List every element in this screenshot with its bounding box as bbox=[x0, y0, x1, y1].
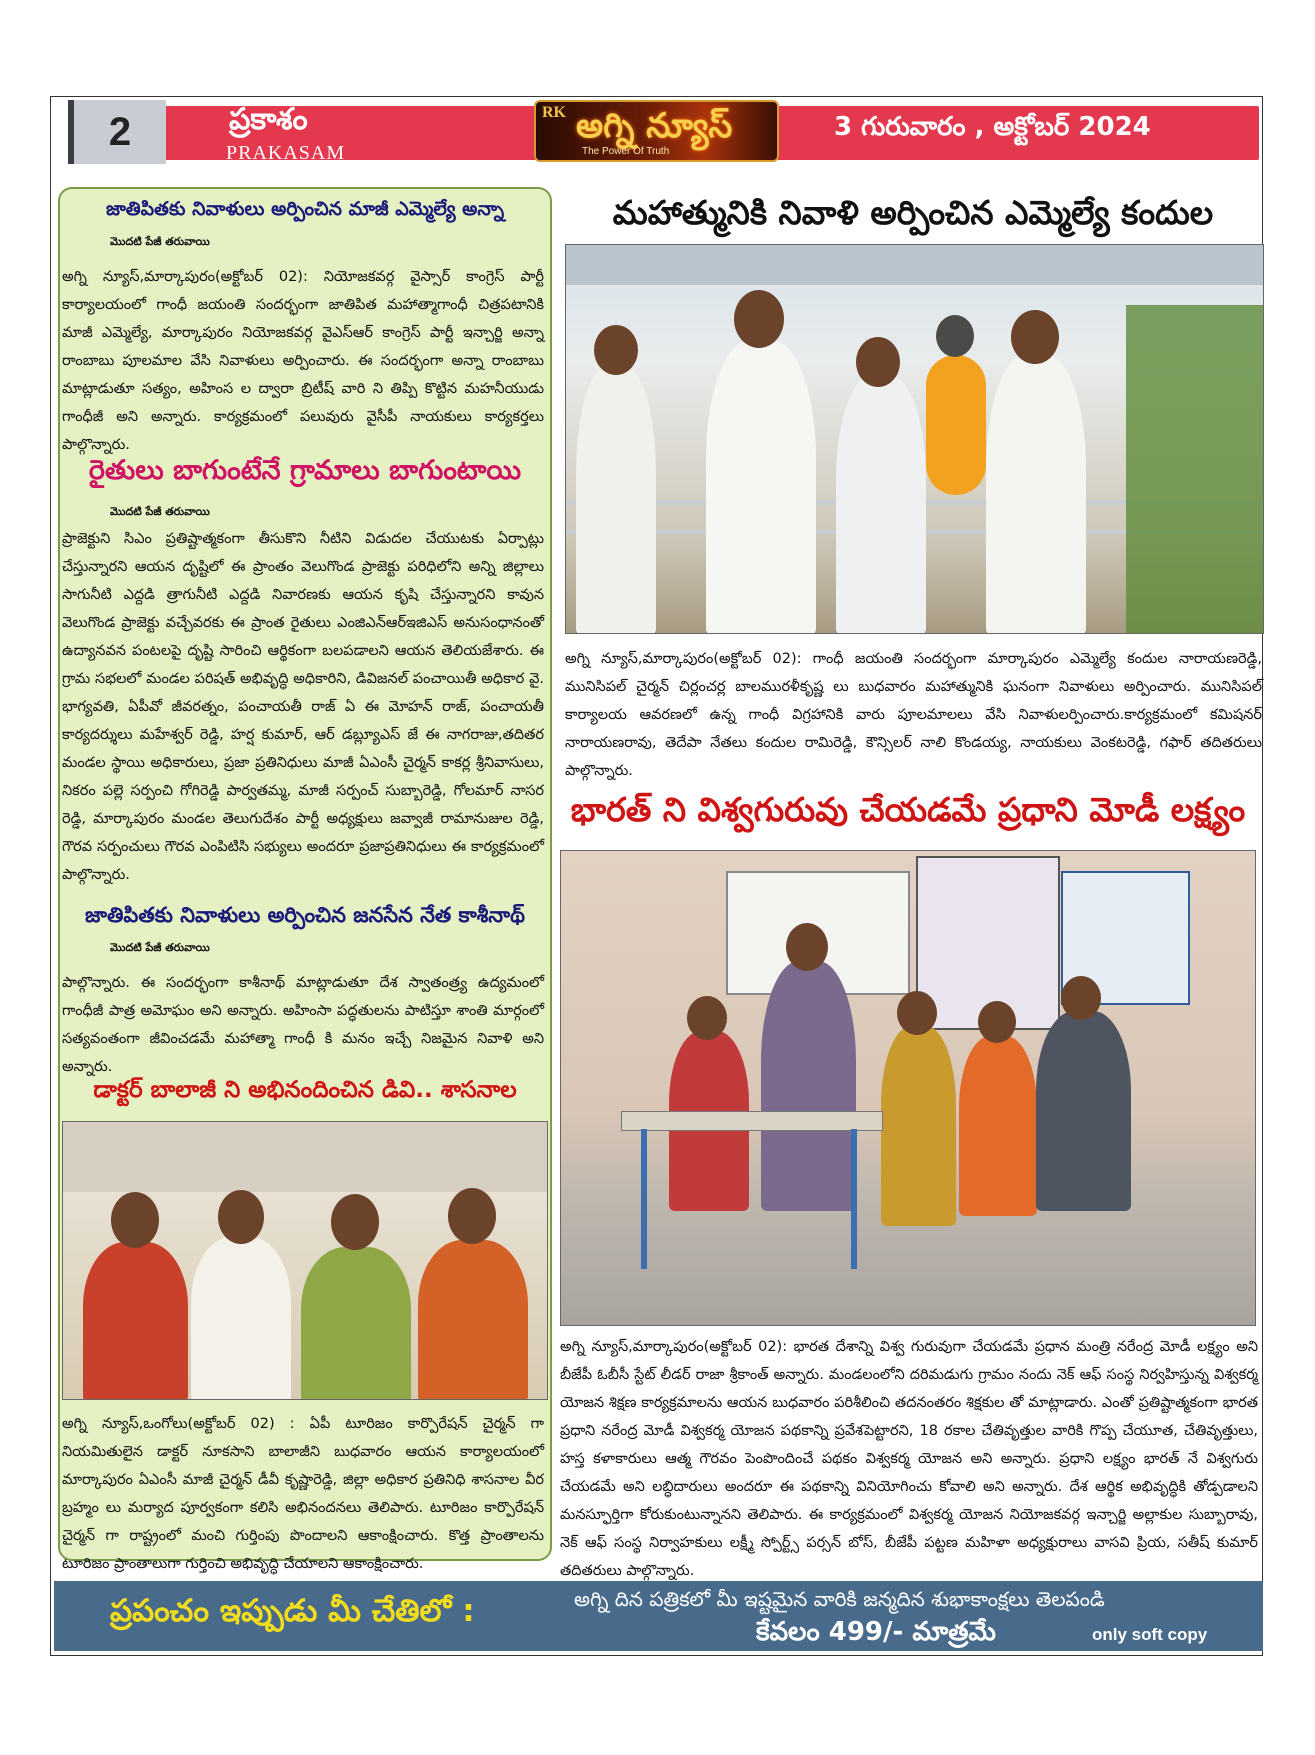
article-body-farmers: ప్రాజెక్టుని సిఎం ప్రతిష్టాత్మకంగా తీసుకొని నీటిని విడుదల చేయుటకు ఏర్పాట్లు చేస్తున్నారని ఆయన దృష్టిలో ఈ ప్రాంతం వెలుగొండ ప్రాజెక్టు పరిధిలోని అన్ని జిల్లాలు సాగునీటి ఎద్దడి త్రాగునీటి ఎద్దడి నివారణకు ఆయన కృషి చేస్తున్నారని కావున వెలుగొండ ప్రాజెక్టు వచ్చేవరకు ఈ ప్రాంత రైతులు ఎంజిఎన్ఆర్ఇజిఎస్ అనుసంధానంతో ఉద్యానవన పంటలపై దృష్టి సారించి ఆర్థికంగా బలపడాలని ఆయన తెలియజేశారు. ఈ గ్రామ సభలలో మండల పరిషత్ అభివృద్ధి అధికారిని, డివిజనల్ పంచాయితీ అధికార వై. భాగ్యవతి, ఏపీవో జీవరత్నం, పంచాయతీ రాజ్ ఏ ఈ మోహన్ రాజ్, పంచాయతీ కార్యదర్శులు మహేశ్వర్ రెడ్డి, హర్ష కుమార్, ఆర్ డబ్ల్యూఎస్ జే ఈ నాగరాజు,తదితర మండల స్థాయి అధికారులు, ప్రజా ప్రతినిధులు మాజీ ఏఎంసీ చైర్మన్ కాకర్ల శ్రీనివాసులు, నికరం పల్లె సర్పంచి గోగిరెడ్డి పార్వతమ్మ, మాజీ సర్పంచ్ సుబ్బారెడ్డి, గోలమార్ నాసర రెడ్డి, మార్కాపురం మండల తెలుగుదేశం పార్టీ అధ్యక్షులు జవ్వాజీ రామానుజుల రెడ్డి, గౌరవ సర్పంచులు గౌరవ ఎంపిటిసి సభ్యులు అందరూ ప్రజాప్రతినిధులు ఈ కార్యక్రమంలో పాల్గొన్నారు. bbox=[62, 531, 544, 883]
masthead bbox=[54, 100, 1259, 170]
logo-text: అగ్ని న్యూస్ bbox=[576, 106, 733, 146]
ad-soft-copy-note: only soft copy bbox=[1092, 1625, 1208, 1644]
section-name-english: PRAKASAM bbox=[226, 142, 346, 164]
photo-gandhi-statue-tribute bbox=[565, 244, 1264, 634]
newspaper-logo bbox=[534, 100, 779, 162]
logo-tagline: The Power Of Truth bbox=[582, 146, 670, 157]
headline-janasena-tribute: జాతిపితకు నివాళులు అర్పించిన జనసేన నేత కాశీనాథ్ bbox=[85, 903, 525, 927]
headline-anna-tribute: జాతిపితకు నివాళులు అర్పించిన మాజీ ఎమ్మెల్యే అన్నా bbox=[105, 198, 505, 220]
section-name-telugu: ప్రకాశం bbox=[229, 102, 308, 137]
ad-slogan: ప్రపంచం ఇప్పుడు మీ చేతిలో : bbox=[110, 1593, 475, 1629]
article-body-anna: అగ్ని న్యూస్,మార్కాపురం(అక్టోబర్ 02): నియోజకవర్గ వైస్సార్ కాంగ్రెస్ పార్టీ కార్యాలయంలో గాంధీ జయంతి సందర్భంగా జాతిపిత మహాత్మాగాంధీ చిత్రపటానికి మాజీ ఎమ్మెల్యే, మార్కాపురం నియోజకవర్గ వైఎస్ఆర్ కాంగ్రెస్ పార్టీ ఇన్చార్జి అన్నా రాంబాబు పూలమాల వేసి నివాళులు అర్పించారు. ఈ సందర్భంగా అన్నా రాంబాబు మాట్లాడుతూ సత్యం, అహింస ల ద్వారా బ్రిటీష్ వారి ని తిప్పి కొట్టిన మహనీయుడు గాంధీజీ అని అన్నారు. కార్యక్రమంలో పలువురు వైసీపీ నాయకులు కార్యకర్తలు పాల్గొన్నారు. bbox=[62, 269, 544, 453]
ad-price: కేవలం 499/- మాత్రమే bbox=[756, 1617, 996, 1647]
photo-balaji-felicitation bbox=[62, 1121, 548, 1400]
headline-mla-kandula-tribute: మహాత్మునికి నివాళి అర్పించిన ఎమ్మెల్యే కందుల bbox=[612, 193, 1214, 232]
logo-rk: RK bbox=[542, 104, 566, 121]
ad-offer-text: అగ్ని దిన పత్రికలో మీ ఇష్టమైన వారికి జన్మదిన శుభాకాంక్షలు తెలపండి bbox=[574, 1587, 1105, 1611]
article-body-modi-vishwaguru: అగ్ని న్యూస్,మార్కాపురం(అక్టోబర్ 02): భారత దేశాన్ని విశ్వ గురువుగా చేయడమే ప్రధాన మంత్రి నరేంద్ర మోడీ లక్ష్యం అని బీజేపీ ఓబీసీ స్టేట్ లీడర్ రాజా శ్రీకాంత్ అన్నారు. మండలంలోని దరిమడుగు గ్రామం నందు నెక్ ఆఫ్ సంస్థ నిర్వహిస్తున్న విశ్వకర్మ యోజన శిక్షణ కార్యక్రమాలను ఆయన బుధవారం పరిశీలించి తదనంతరం శిక్షకుల తో మాట్లాడారు. ఎంతో ప్రతిష్టాత్మకంగా భారత ప్రధాని నరేంద్ర మోడీ విశ్వకర్మ యోజన పథకాన్ని ప్రవేశపెట్టారని, 18 రకాల చేతివృత్తుల వారికి గొప్ప చేయూత, చేతివృత్తులు, హస్త కళాకారులు ఆత్మ గౌరవం పెంపొందించే పథకం విశ్వకర్మ యోజన అని అన్నారు. ప్రధాని లక్ష్యం భారత్ నే విశ్వగురు చేయడమే అని లబ్ధిదారులు అందరూ ఈ పథకాన్ని వినియోగించు కోవాలి అని అన్నారు. దేశ ఆర్థిక అభివృద్ధికి తోడ్పడాలని మనస్ఫూర్తిగా కోరుకుంటున్నానని తెలిపారు. ఈ కార్యక్రమంలో విశ్వకర్మ యోజన నియోజకవర్గ ఇన్చార్జి అల్లాకుల సుబ్బారావు, నెక్ ఆఫ్ సంస్థ నిర్వాహకులు లక్ష్మీ స్పోర్ట్స్ పర్సన్ బోస్, బీజేపీ పట్టణ మహిళా అధ్యక్షురాలు వాసవి ప్రియ, సతీష్ కుమార్ తదితరులు పాల్గొన్నారు. bbox=[560, 1339, 1258, 1579]
article-body-balaji: అగ్ని న్యూస్,ఒంగోలు(అక్టోబర్ 02) : ఏపీ టూరిజం కార్పొరేషన్ చైర్మన్ గా నియమితులైన డాక్టర్ నూకసాని బాలాజీని బుధవారం ఆయన కార్యాలయంలో మార్కాపురం ఏఎంసీ మాజీ చైర్మన్ డీవీ కృష్ణారెడ్డి, జిల్లా అధికార ప్రతినిధి శాసనాల వీర బ్రహ్మం లు మర్యాద పూర్వకంగా కలిసి అభినందనలు తెలిపారు. టూరిజం కార్పొరేషన్ చైర్మన్ గా రాష్ట్రంలో మంచి గుర్తింపు పొందాలని ఆకాంక్షించారు. కొత్త ప్రాంతాలను టూరిజం ప్రాంతాలుగా గుర్తించి అభివృద్ధి చేయాలని ఆకాంక్షించారు. bbox=[62, 1416, 544, 1572]
photo-vishwakarma-meeting bbox=[560, 850, 1256, 1326]
headline-balaji-felicitation: డాక్టర్ బాలాజీ ని అభినందించిన డివి.. శాసనాల bbox=[93, 1077, 517, 1103]
headline-farmers: రైతులు బాగుంటేనే గ్రామాలు బాగుంటాయి bbox=[88, 455, 522, 486]
article-body-janasena: పాల్గొన్నారు. ఈ సందర్భంగా కాశీనాథ్ మాట్లాడుతూ దేశ స్వాతంత్ర్య ఉద్యమంలో గాంధీజీ పాత్ర అమోఘం అని అన్నారు. అహింసా పద్ధతులను పాటిస్తూ శాంతి మార్గంలో సత్యవంతంగా జీవించడమే మహాత్మా గాంధీ కి మనం ఇచ్చే నిజమైన నివాళి అని అన్నారు. bbox=[62, 975, 544, 1075]
birthday-wishes-ad bbox=[54, 1581, 1263, 1651]
continued-kicker: మొదటి పేజీ తరువాయి bbox=[110, 505, 210, 518]
page-number: 2 bbox=[68, 100, 166, 164]
article-body-mla-kandula: అగ్ని న్యూస్,మార్కాపురం(అక్టోబర్ 02): గాంధీ జయంతి సందర్భంగా మార్కాపురం ఎమ్మెల్యే కందుల నారాయణరెడ్డి, మునిసిపల్ చైర్మన్ చిర్లంచర్ల బాలమురళీకృష్ణ లు బుధవారం మహాత్మునికి ఘనంగా నివాళులు అర్పించారు. మునిసిపల్ కార్యాలయ ఆవరణలో ఉన్న గాంధీ విగ్రహానికి వారు పూలమాలలు వేసి నివాళులర్పించారు.కార్యక్రమంలో కమిషనర్ నారాయణరావు, తెదేపా నేతలు కందుల రామిరెడ్డి, కౌన్సిలర్ నాలి కొండయ్య, నాయకులు వెంకటరెడ్డి, గఫార్ తదితరులు పాల్గొన్నారు. bbox=[565, 651, 1262, 779]
continued-kicker: మొదటి పేజీ తరువాయి bbox=[110, 235, 210, 248]
continued-kicker: మొదటి పేజీ తరువాయి bbox=[110, 941, 210, 954]
headline-modi-vishwaguru: భారత్ ని విశ్వగురువు చేయడమే ప్రధాని మోడీ లక్ష్యం bbox=[570, 790, 1246, 829]
issue-date: 3 గురువారం , అక్టోబర్ 2024 bbox=[834, 112, 1151, 142]
